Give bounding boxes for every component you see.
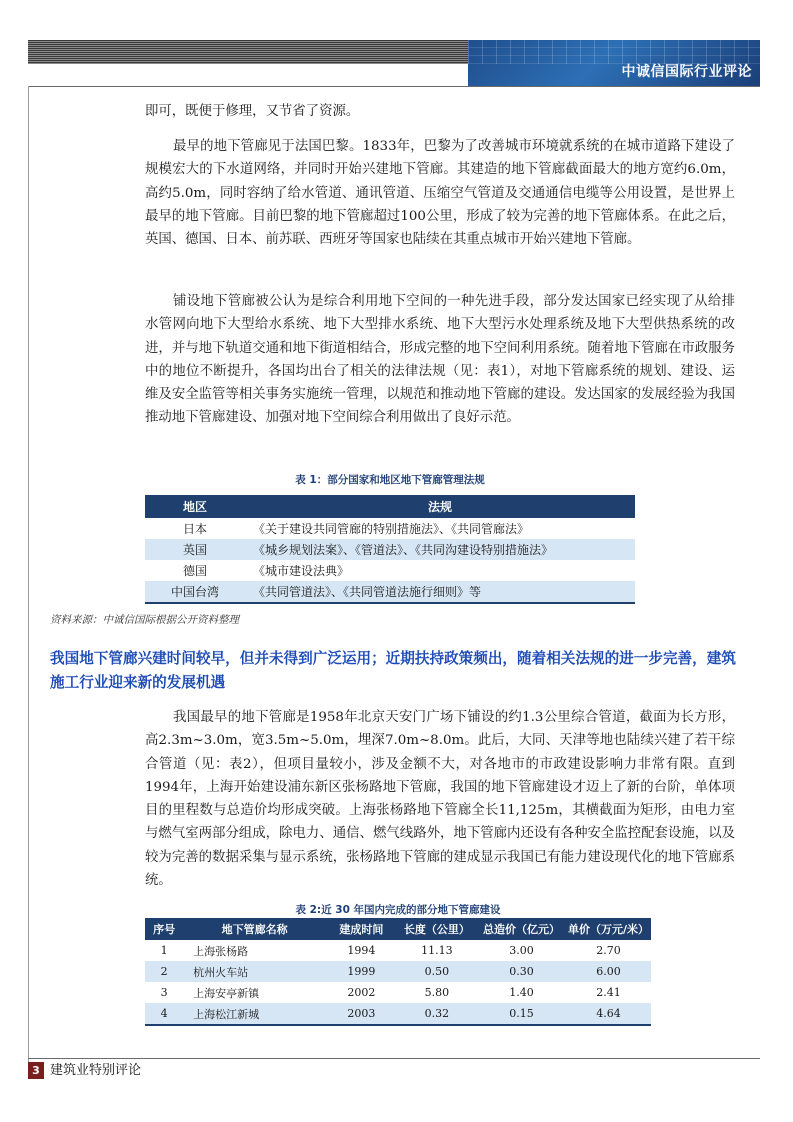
left-margin-rule (28, 86, 29, 1076)
table2-header-unit: 单价（万元/米） (566, 918, 651, 940)
table1-law: 《城市建设法典》 (253, 564, 350, 578)
table2-cost: 0.30 (477, 961, 566, 982)
table2-length: 5.80 (424, 986, 450, 999)
paragraph-1: 最早的地下管廊见于法国巴黎。1833年，巴黎为了改善城市环境就系统的在城市道路下建设了规模宏大的下水道网络，并同时开始兴建地下管廊。其建造的地下管廊截面最大的地方宽约6.0m，高约5.0m，同时容纳了给水管道、通讯管道、压缩空气管道及交通通信电缆等公用设置，是世界上最早的地下管廊。目前巴黎的地下管廊超过100公里，形成了较为完善的地下管廊体系。在此之后，英国、德国、日本、前苏联、西班牙等国家也陆续在其重点城市开始兴建地下管廊。 (145, 139, 735, 248)
table2-header-name: 地下管廊名称 (183, 918, 326, 940)
table2-cost: 3.00 (509, 944, 534, 957)
table1-header-law: 法规 (245, 495, 635, 518)
table1 (145, 495, 635, 604)
table-row (145, 518, 635, 539)
table2-length: 11.13 (421, 944, 453, 957)
table2-name: 上海松江新城 (183, 1003, 326, 1025)
table2-year: 1994 (347, 944, 376, 957)
paragraph-0: 即可，既便于修理，又节省了资源。 (145, 104, 360, 119)
table2-header-cost: 总造价（亿元） (477, 918, 566, 940)
header-band (28, 40, 760, 86)
section-heading: 我国地下管廊兴建时间较早，但并未得到广泛运用；近期扶持政策频出，随着相关法规的进一步完善，建筑施工行业迎来新的发展机遇 (50, 650, 736, 691)
table1-region: 日本 (182, 522, 207, 536)
table2-name: 上海张杨路 (193, 944, 249, 958)
table1-caption: 表 1：部分国家和地区地下管廊管理法规 (295, 474, 485, 486)
table2-no: 4 (145, 1003, 183, 1025)
table2-year: 1999 (326, 961, 397, 982)
table2-unit: 2.41 (596, 986, 621, 999)
table2-unit: 2.70 (596, 944, 621, 957)
table2-cost: 1.40 (509, 986, 534, 999)
paragraph-3: 我国最早的地下管廊是1958年北京天安门广场下铺设的约1.3公里综合管道，截面为长方形，高2.3m~3.0m，宽3.5m~5.0m，埋深7.0m~8.0m。此后，大同、天津等地也陆续兴建了若干综合管道（见：表2），但项目量较小，涉及金额不大，对各地市的市政建设影响力非常有限。直到1994年，上海开始建设浦东新区张杨路地下管廊，我国的地下管廊建设才迈上了新的台阶，单体项目的里程数与总造价均形成突破。上海张杨路地下管廊全长11,125m，其横截面为矩形，由电力室与燃气室两部分组成，除电力、通信、燃气线路外，地下管廊内还设有各种安全监控配套设施，以及较为完善的数据采集与显示系统，张杨路地下管廊的建成显示我国已有能力建设现代化的地下管廊系统。 (145, 710, 735, 889)
table2-header-year: 建成时间 (326, 918, 397, 940)
header-title-box (468, 40, 760, 86)
table2-year: 2002 (347, 986, 376, 999)
table-row (145, 539, 635, 560)
table2-length: 0.50 (397, 961, 477, 982)
table2 (145, 918, 651, 1026)
table2-length: 0.32 (397, 1003, 477, 1025)
table1-law: 《关于建设共同管廊的特别措施法》、《共同管廊法》 (253, 522, 530, 536)
header-divider (28, 86, 760, 87)
table2-no: 3 (160, 986, 168, 999)
table1-header-row (145, 495, 635, 518)
source-note: 资料来源：中诚信国际根据公开资料整理 (50, 614, 239, 626)
page-number: 3 (28, 1062, 44, 1079)
footer-title: 建筑业特别评论 (50, 1063, 142, 1078)
table-row (145, 560, 635, 581)
table2-caption: 表 2:近 30 年国内完成的部分地下管廊建设 (295, 904, 501, 916)
table2-unit: 4.64 (566, 1003, 651, 1025)
footer-divider (28, 1058, 760, 1059)
table-row (145, 961, 651, 982)
table-row (145, 940, 651, 961)
table2-header-length: 长度（公里） (397, 918, 477, 940)
table2-no: 1 (160, 944, 168, 957)
table2-unit: 6.00 (566, 961, 651, 982)
table2-header-row (145, 918, 651, 940)
table2-header-no: 序号 (145, 918, 183, 940)
table-row (145, 1003, 651, 1025)
table2-name: 上海安亭新镇 (193, 986, 260, 1000)
paragraph-2: 铺设地下管廊被公认为是综合利用地下空间的一种先进手段，部分发达国家已经实现了从给排水管网向地下大型给水系统、地下大型排水系统、地下大型污水处理系统及地下大型供热系统的改进，并与地下轨道交通和地下街道相结合，形成完整的地下空间利用系统。随着地下管廊在市政服务中的地位不断提升，各国均出台了相关的法律法规（见：表1），对地下管廊系统的规划、建设、运维及安全监管等相关事务实施统一管理，以规范和推动地下管廊的建设。发达国家的发展经验为我国推动地下管廊建设、加强对地下空间综合利用做出了良好示范。 (145, 294, 735, 426)
table2-year: 2003 (326, 1003, 397, 1025)
table1-law: 《共同管道法》、《共同管道法施行细则》等 (245, 581, 635, 603)
table2-no: 2 (145, 961, 183, 982)
table1-law: 《城乡规划法案》、《管道法》、《共同沟建设特别措施法》 (245, 539, 635, 560)
table-row (145, 982, 651, 1003)
table2-cost: 0.15 (477, 1003, 566, 1025)
table1-region: 中国台湾 (145, 581, 245, 603)
table1-region: 德国 (182, 564, 207, 578)
table-row (145, 581, 635, 603)
table1-region: 英国 (145, 539, 245, 560)
table1-header-region: 地区 (145, 495, 245, 518)
table2-name: 杭州火车站 (183, 961, 326, 982)
header-title: 中诚信国际行业评论 (621, 64, 752, 80)
